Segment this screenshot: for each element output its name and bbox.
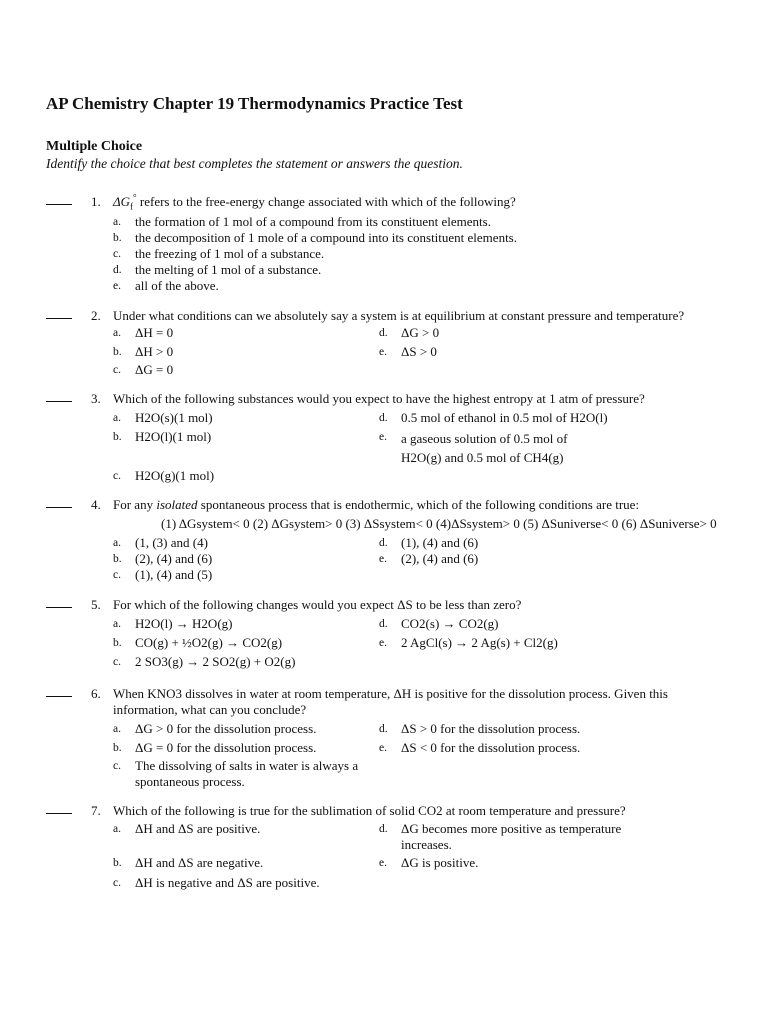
option-text: ΔG > 0 bbox=[401, 325, 440, 340]
option-label: a. bbox=[113, 723, 121, 735]
question-number: 3. bbox=[91, 391, 101, 406]
section-title: Multiple Choice bbox=[46, 139, 143, 154]
answer-blank[interactable] bbox=[46, 204, 72, 205]
question-number: 1. bbox=[91, 194, 101, 209]
option-text: CO2(s) → CO2(g) bbox=[401, 616, 499, 631]
option-label: d. bbox=[379, 723, 388, 735]
stem-text: For any bbox=[113, 497, 157, 512]
option-text: (1, (3) and (4) bbox=[135, 535, 208, 550]
page-title: AP Chemistry Chapter 19 Thermodynamics Practice Test bbox=[46, 94, 463, 113]
answer-blank[interactable] bbox=[46, 813, 72, 814]
option-text: ΔG is positive. bbox=[401, 855, 479, 870]
option-text: ΔG = 0 bbox=[135, 362, 174, 377]
answer-blank[interactable] bbox=[46, 401, 72, 402]
option-text: H2O(g)(1 mol) bbox=[135, 468, 215, 483]
answer-blank[interactable] bbox=[46, 696, 72, 697]
option-label: c. bbox=[113, 364, 121, 376]
option-text: all of the above. bbox=[135, 278, 219, 293]
stem-emphasis: isolated bbox=[156, 497, 198, 512]
option-label: a. bbox=[113, 216, 121, 228]
option-label: a. bbox=[113, 537, 121, 549]
option-label: d. bbox=[379, 618, 388, 630]
option-text: the formation of 1 mol of a compound from its constituent elements. bbox=[135, 214, 491, 229]
question-stem: For which of the following changes would you expect ΔS to be less than zero? bbox=[113, 597, 522, 612]
option-text: ΔH is negative and ΔS are positive. bbox=[135, 875, 320, 890]
option-label: d. bbox=[379, 412, 388, 424]
option-label: b. bbox=[113, 742, 122, 754]
option-label: e. bbox=[379, 857, 387, 869]
option-label: c. bbox=[113, 470, 121, 482]
option-text: the freezing of 1 mol of a substance. bbox=[135, 246, 325, 261]
option-label: a. bbox=[113, 823, 121, 835]
option-text: 0.5 mol of ethanol in 0.5 mol of H2O(l) bbox=[401, 410, 608, 425]
answer-blank[interactable] bbox=[46, 318, 72, 319]
question-number: 7. bbox=[91, 803, 101, 818]
option-label: b. bbox=[113, 857, 122, 869]
option-text: ΔH > 0 bbox=[135, 344, 174, 359]
option-text: (1), (4) and (6) bbox=[401, 535, 479, 550]
question-stem: Which of the following substances would you expect to have the highest entropy at 1 atm of pressure? bbox=[113, 391, 645, 406]
option-text: 2 AgCl(s) → 2 Ag(s) + Cl2(g) bbox=[401, 635, 558, 650]
option-text: ΔH and ΔS are positive. bbox=[135, 821, 261, 836]
stem-sub: f bbox=[130, 201, 134, 212]
question-stem: When KNO3 dissolves in water at room temperature, ΔH is positive for the dissolution process. Given this information, what can you conclude? bbox=[113, 686, 668, 717]
option-label: a. bbox=[113, 618, 121, 630]
option-label: c. bbox=[113, 569, 121, 581]
option-text: 2 SO3(g) → 2 SO2(g) + O2(g) bbox=[135, 654, 296, 669]
option-text: the melting of 1 mol of a substance. bbox=[135, 262, 322, 277]
option-text: ΔG = 0 for the dissolution process. bbox=[135, 740, 317, 755]
option-text: ΔS > 0 bbox=[401, 344, 437, 359]
instructions: Identify the choice that best completes the statement or answers the question. bbox=[46, 156, 463, 171]
question-number: 5. bbox=[91, 597, 101, 612]
option-label: d. bbox=[379, 537, 388, 549]
option-text: ΔG becomes more positive as temperature increases. bbox=[401, 821, 622, 852]
option-label: c. bbox=[113, 877, 121, 889]
question-stem bbox=[113, 194, 723, 210]
option-text: The dissolving of salts in water is always a spontaneous process. bbox=[135, 758, 359, 789]
option-text: ΔG > 0 for the dissolution process. bbox=[135, 721, 317, 736]
option-text: H2O(l)(1 mol) bbox=[135, 429, 212, 444]
question-stem bbox=[113, 497, 723, 513]
option-label: e. bbox=[113, 280, 121, 292]
option-label: e. bbox=[379, 553, 387, 565]
option-text: ΔH = 0 bbox=[135, 325, 174, 340]
option-label: d. bbox=[379, 823, 388, 835]
stem-text: spontaneous process that is endothermic, which of the following conditions are true: bbox=[197, 497, 640, 512]
option-label: e. bbox=[379, 431, 387, 443]
option-text: (2), (4) and (6) bbox=[401, 551, 479, 566]
option-label: c. bbox=[113, 656, 121, 668]
question-stem: Under what conditions can we absolutely say a system is at equilibrium at constant pressure and temperature? bbox=[113, 308, 685, 323]
option-text: the decomposition of 1 mole of a compound into its constituent elements. bbox=[135, 230, 517, 245]
option-label: a. bbox=[113, 412, 121, 424]
question-stem: Which of the following is true for the sublimation of solid CO2 at room temperature and pressure? bbox=[113, 803, 626, 818]
option-text: CO(g) + ½O2(g) → CO2(g) bbox=[135, 635, 283, 650]
option-label: c. bbox=[113, 760, 121, 772]
option-label: b. bbox=[113, 431, 122, 443]
question-number: 2. bbox=[91, 308, 101, 323]
option-text: ΔS < 0 for the dissolution process. bbox=[401, 740, 581, 755]
option-text: (2), (4) and (6) bbox=[135, 551, 213, 566]
stem-text: refers to the free-energy change associated with which of the following? bbox=[136, 194, 516, 209]
answer-blank[interactable] bbox=[46, 607, 72, 608]
stem-sup: ° bbox=[133, 192, 137, 203]
option-label: b. bbox=[113, 232, 122, 244]
option-text: ΔS > 0 for the dissolution process. bbox=[401, 721, 581, 736]
option-label: e. bbox=[379, 742, 387, 754]
option-text: a gaseous solution of 0.5 mol of H2O(g) and 0.5 mol of CH4(g) bbox=[401, 431, 568, 465]
option-label: e. bbox=[379, 637, 387, 649]
option-text: (1), (4) and (5) bbox=[135, 567, 213, 582]
option-text: H2O(s)(1 mol) bbox=[135, 410, 213, 425]
answer-blank[interactable] bbox=[46, 507, 72, 508]
option-label: b. bbox=[113, 553, 122, 565]
option-text: H2O(l) → H2O(g) bbox=[135, 616, 233, 631]
option-label: a. bbox=[113, 327, 121, 339]
option-label: c. bbox=[113, 248, 121, 260]
option-label: d. bbox=[113, 264, 122, 276]
option-label: d. bbox=[379, 327, 388, 339]
question-number: 6. bbox=[91, 686, 101, 701]
option-label: b. bbox=[113, 346, 122, 358]
option-label: e. bbox=[379, 346, 387, 358]
option-text: ΔH and ΔS are negative. bbox=[135, 855, 264, 870]
option-label: b. bbox=[113, 637, 122, 649]
stem-symbol: ΔG bbox=[113, 194, 131, 209]
question-number: 4. bbox=[91, 497, 101, 512]
conditions-formula: (1) ΔGsystem< 0 (2) ΔGsystem> 0 (3) ΔSsystem< 0 (4)ΔSsystem> 0 (5) ΔSuniverse< 0 (6) ΔSuniverse> 0 bbox=[161, 516, 717, 531]
